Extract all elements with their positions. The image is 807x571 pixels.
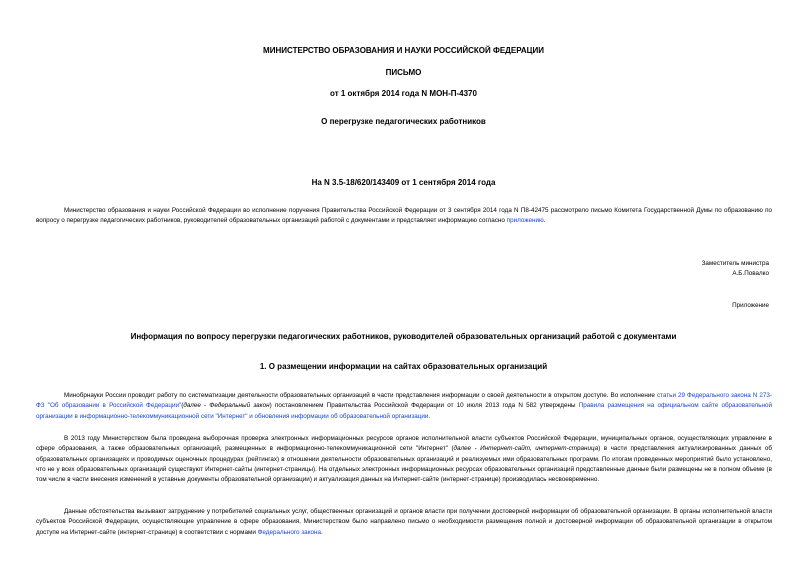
signature-block [702,259,769,279]
intro-paragraph [36,206,772,227]
p2-em-1: далее - Интернет-сайт, интернет-страница [453,445,599,453]
appendix-title: Информация по вопросу перегрузки педагогических работников, руководителей образовательных организаций работой с документами [130,332,677,341]
doc-reference: На N 3.5-18/620/143409 от 1 сентября 2014 года [311,178,496,187]
doc-subject: О перегрузке педагогических работников [321,117,486,126]
p2-text-b: ) в части представления актуализированных данных об образовательных организациях и проводимых оценочных процедурах (рейтингах) в отношении деятельности образовательных организаций и реализуемых ими образовательных программ. По итогам проведенных мероприятий было установлено, что не у всех образовательных организаций существуют Интернет-сайты (интернет-страницы). На отдельных электронных информационных ресурсах образовательных организаций представленные данные были размещены не в полном объеме (в том числе в части внесения изменений в уставные документы образовательной организации) и актуализация данных на Интернет-сайте (интернет-странице) производилась несвоевременно. [36,445,772,484]
p1-em-1: далее - Федеральный закон [183,402,270,410]
rules-link[interactable]: Правила размещения на официальном сайте образовательной организации в информационно-телекоммуникационной сети "Интернет" и обновления информации об образовательной организации [36,402,772,420]
article-29-link[interactable]: статьи 29 Федерального закона N 273-ФЗ "Об образовании в Российской Федерации" [36,392,772,410]
paragraph-3 [36,507,772,538]
signature-name: А.Б.Повалко [732,270,769,277]
signature-position: Заместитель министра [701,260,769,267]
p1-text-c: ) постановлением Правительства Российской Федерации от 10 июля 2013 года N 582 утверждены [269,402,579,410]
p3-text-a: Данные обстоятельства вызывают затруднение у потребителей социальных услуг, общественных организаций и органов власти при получении достоверной информации об образовательной организации. В органы исполнительной власти субъектов Российской Федерации, осуществляющие управление в сфере образования, Министерством было направлено письмо о необходимости размещения полной и достоверной информации об образовательной организации в открытом доступе на Интернет-сайте (интернет-странице) в соответствии с нормами [36,508,772,536]
federal-law-link[interactable]: Федерального закона [257,528,321,536]
appendix-link[interactable]: приложению [506,217,544,225]
doc-type: ПИСЬМО [385,68,422,77]
p1-text-a: Минобрнауки России проводит работу по систематизации деятельности образовательных организаций в части представления информации о своей деятельности в открытом доступе. Во исполнение [64,392,657,399]
section-1-title: 1. О размещении информации на сайтах образовательных организаций [259,362,548,371]
ministry-heading: МИНИСТЕРСТВО ОБРАЗОВАНИЯ И НАУКИ РОССИЙСКОЙ ФЕДЕРАЦИИ [263,46,544,55]
intro-text: Министерство образования и науки Российской Федерации во исполнение поручения Правительства Российской Федерации от 3 сентября 2014 года N П8-42475 рассмотрело письмо Комитета Государственной Думы по образованию по вопросу о перегрузке педагогических работников, руководителей образовательных организаций работой с документами и представляет информацию согласно [36,207,772,225]
p3-text-b: . [321,528,323,536]
p1-text-b: ( [181,402,184,410]
doc-date-number: от 1 октября 2014 года N МОН-П-4370 [330,89,477,98]
p1-text-d: . [428,412,431,420]
appendix-label: Приложение [732,302,769,309]
p2-text-a: В 2013 году Министерством была проведена выборочная проверка электронных информационных ресурсов органов исполнительной власти субъектов Российской Федерации, муниципальных органов, осуществляющих управление в сфере образования, а также образовательных организаций, размещенных в информационно-телекоммуникационной сети "Интернет" ( [36,435,772,453]
intro-end: . [543,217,546,225]
paragraph-2 [36,434,772,485]
paragraph-1 [36,391,772,422]
